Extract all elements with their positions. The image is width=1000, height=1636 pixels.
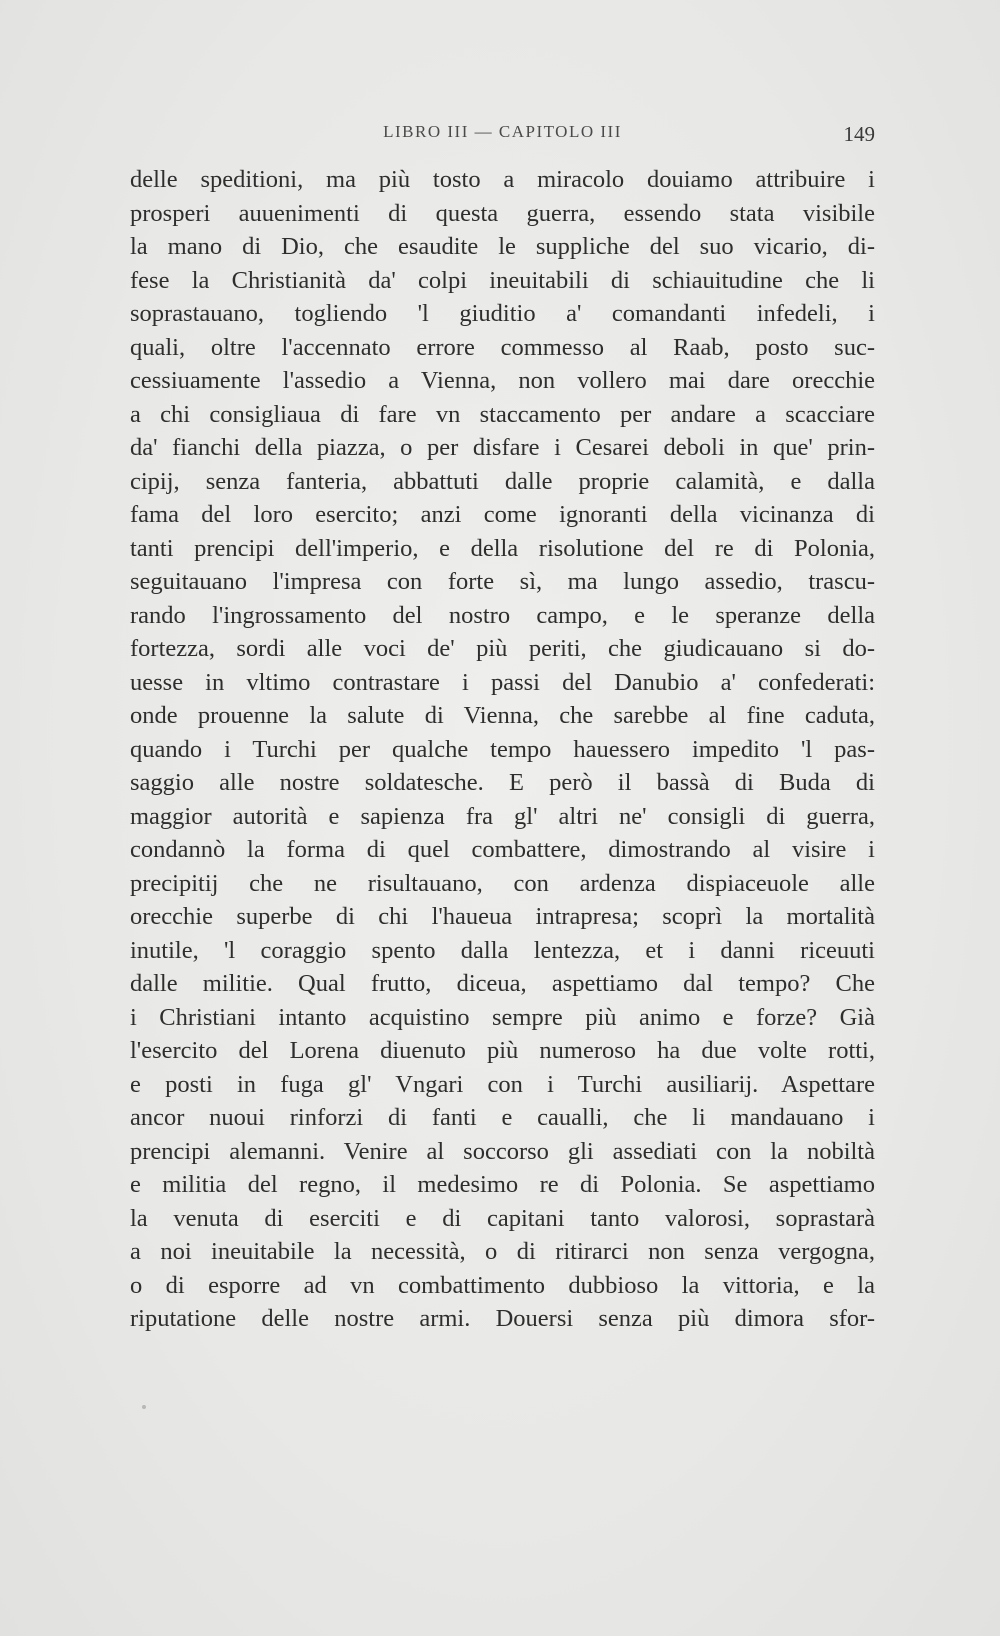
text-line: rando l'ingrossamento del nostro campo, e le speranze della (130, 601, 875, 629)
text-line: a noi ineuitabile la necessità, o di ritirarci non senza vergogna, (130, 1238, 875, 1265)
text-line: ancor nuoui rinforzi di fanti e caualli, che li mandauano i (130, 1104, 875, 1131)
text-line: soprastauano, togliendo 'l giuditio a' comandanti infedeli, i (130, 300, 875, 327)
text-line: maggior autorità e sapienza fra gl' altri ne' consigli di guerra, (130, 802, 875, 830)
body-text (130, 163, 875, 1336)
running-head (130, 122, 875, 156)
text-line: fama del loro esercito; anzi come ignoranti della vicinanza di (130, 501, 875, 528)
text-line: la venuta di eserciti e di capitani tanto valorosi, soprastarà (130, 1204, 875, 1232)
text-line: inutile, 'l coraggio spento dalla lentezza, et i danni riceuuti (130, 936, 875, 964)
text-line: o di esporre ad vn combattimento dubbioso la vittoria, e la (130, 1271, 875, 1299)
text-line: tanti prencipi dell'imperio, e della risolutione del re di Polonia, (130, 534, 875, 562)
text-line: quando i Turchi per qualche tempo hauessero impedito 'l pas- (130, 735, 875, 763)
page-number: 149 (843, 122, 875, 146)
text-line: a chi consigliaua di fare vn staccamento per andare a scacciare (130, 400, 875, 428)
text-line: i Christiani intanto acquistino sempre più animo e forze? Già (130, 1003, 875, 1031)
text-line: condannò la forma di quel combattere, dimostrando al visire i (130, 836, 875, 863)
text-line: prosperi auuenimenti di questa guerra, essendo stata visibile (130, 199, 875, 227)
text-line: quali, oltre l'accennato errore commesso al Raab, posto suc- (130, 333, 875, 361)
text-line: orecchie superbe di chi l'haueua intrapresa; scoprì la mortalità (130, 903, 875, 930)
running-title: LIBRO III — CAPITOLO III (383, 122, 622, 141)
paper-speck (142, 1405, 146, 1409)
text-line: dalle militie. Qual frutto, diceua, aspettiamo dal tempo? Che (130, 970, 875, 997)
text-line: uesse in vltimo contrastare i passi del Danubio a' confederati: (130, 668, 875, 696)
text-line: precipitij che ne risultauano, con ardenza dispiaceuole alle (130, 869, 875, 897)
text-line: da' fianchi della piazza, o per disfare i Cesarei deboli in que' prin- (130, 434, 875, 461)
text-line: cessiuamente l'assedio a Vienna, non vollero mai dare orecchie (130, 367, 875, 394)
text-line: fese la Christianità da' colpi ineuitabili di schiauitudine che li (130, 266, 875, 294)
text-line: cipij, senza fanteria, abbattuti dalle proprie calamità, e dalla (130, 467, 875, 495)
text-line: la mano di Dio, che esaudite le suppliche del suo vicario, di- (130, 233, 875, 260)
text-line: l'esercito del Lorena diuenuto più numeroso ha due volte rotti, (130, 1037, 875, 1064)
text-line: e posti in fuga gl' Vngari con i Turchi ausiliarij. Aspettare (130, 1070, 875, 1098)
text-line: seguitauano l'impresa con forte sì, ma lungo assedio, trascu- (130, 568, 875, 595)
text-line: riputatione delle nostre armi. Douersi senza più dimora sfor- (130, 1305, 875, 1332)
text-line: prencipi alemanni. Venire al soccorso gli assediati con la nobiltà (130, 1137, 875, 1165)
text-line: saggio alle nostre soldatesche. E però il bassà di Buda di (130, 769, 875, 796)
text-line: e militia del regno, il medesimo re di Polonia. Se aspettiamo (130, 1171, 875, 1198)
text-line: fortezza, sordi alle voci de' più periti, che giudicauano si do- (130, 635, 875, 662)
text-line: delle speditioni, ma più tosto a miracolo douiamo attribuire i (130, 166, 875, 193)
text-line: onde prouenne la salute di Vienna, che sarebbe al fine caduta, (130, 702, 875, 729)
